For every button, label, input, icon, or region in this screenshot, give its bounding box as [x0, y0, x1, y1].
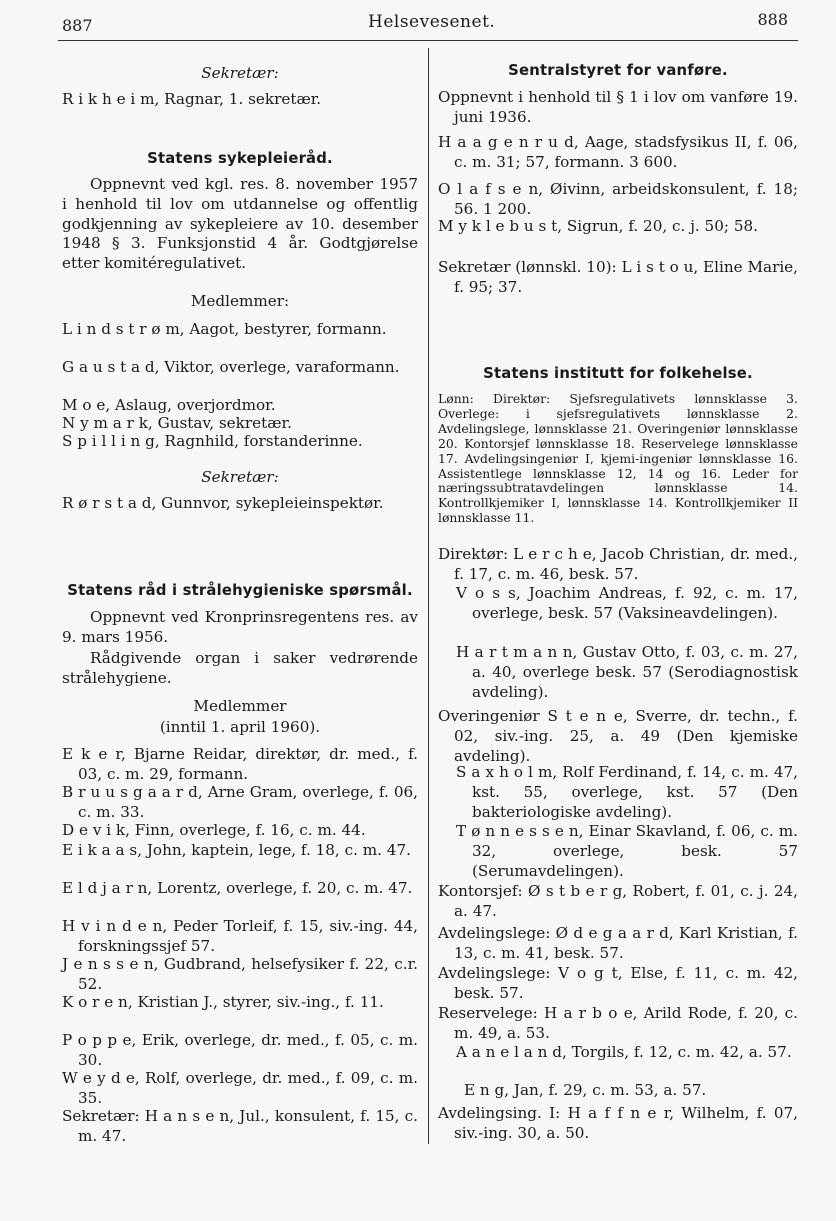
member-entry: M o e, Aslaug, overjordmor.	[62, 396, 276, 414]
straale-members-sub: (inntil 1. april 1960).	[159, 718, 321, 736]
staff-entry: Avdelingsing. I: H a f f n e r, Wilhelm, f. 07, siv.-ing. 30, a. 50.	[438, 1104, 798, 1142]
secretary-line: R i k h e i m, Ragnar, 1. sekretær.	[62, 90, 322, 108]
sykepleierad-title: Statens sykepleieråd.	[147, 150, 333, 167]
staff-entry: Reservelege: H a r b o e, Arild Rode, f. 20, c. m. 49, a. 53.	[438, 1004, 798, 1042]
straale-members-label: Medlemmer	[193, 697, 287, 715]
member-entry: E i k a a s, John, kaptein, lege, f. 18, c. m. 47.	[62, 841, 411, 859]
sykepleierad-secretary-label: Sekretær:	[201, 468, 279, 486]
member-entry: P o p p e, Erik, overlege, dr. med., f. 05, c. m. 30.	[62, 1031, 418, 1069]
sykepleierad-intro: Oppnevnt ved kgl. res. 8. november 1957 i henhold til lov om utdannelse og offentlig godkjenning av sykepleiere av 10. desember 1948 § 3. Funksjonstid 4 år. Godtgjørelse etter komitéregulativet.	[62, 175, 418, 273]
member-entry: H a a g e n r u d, Aage, stadsfysikus II, f. 06, c. m. 31; 57, formann. 3 600.	[438, 133, 798, 171]
vanfore-intro: Oppnevnt i henhold til § 1 i lov om vanføre 19. juni 1936.	[438, 88, 798, 126]
staff-entry: Overingeniør S t e n e, Sverre, dr. techn., f. 02, siv.-ing. 25, a. 49 (Den kjemiske avdeling).	[438, 707, 798, 765]
secretary-label: Sekretær:	[201, 64, 279, 82]
member-entry: G a u s t a d, Viktor, overlege, varaformann.	[62, 358, 400, 376]
member-entry: S p i l l i n g, Ragnhild, forstanderinne.	[62, 432, 363, 450]
staff-entry: E n g, Jan, f. 29, c. m. 53, a. 57.	[464, 1081, 707, 1099]
running-title: Helsevesenet.	[368, 12, 496, 32]
member-entry: K o r e n, Kristian J., styrer, siv.-ing., f. 11.	[62, 993, 384, 1011]
staff-entry: Avdelingslege: V o g t, Else, f. 11, c. m. 42, besk. 57.	[438, 964, 798, 1002]
staff-entry: Direktør: L e r c h e, Jacob Christian, dr. med., f. 17, c. m. 46, besk. 57.	[438, 545, 798, 583]
straale-intro-2: Rådgivende organ i saker vedrørende strålehygiene.	[62, 649, 418, 687]
member-entry: B r u u s g a a r d, Arne Gram, overlege, f. 06, c. m. 33.	[62, 783, 418, 821]
straale-intro-1: Oppnevnt ved Kronprinsregentens res. av 9. mars 1956.	[62, 608, 418, 646]
member-entry: J e n s s e n, Gudbrand, helsefysiker f. 22, c.r. 52.	[62, 955, 418, 993]
member-entry: D e v i k, Finn, overlege, f. 16, c. m. 44.	[62, 821, 366, 839]
member-entry: N y m a r k, Gustav, sekretær.	[62, 414, 292, 432]
member-entry: E k e r, Bjarne Reidar, direktør, dr. med., f. 03, c. m. 29, formann.	[62, 745, 418, 783]
staff-entry: S a x h o l m, Rolf Ferdinand, f. 14, c. m. 47, kst. 55, overlege, kst. 57 (Den bakteriologiske avdeling).	[456, 763, 798, 821]
sykepleierad-secretary-line: R ø r s t a d, Gunnvor, sykepleieinspektør.	[62, 494, 384, 512]
column-divider	[428, 48, 429, 1144]
staff-entry: Kontorsjef: Ø s t b e r g, Robert, f. 01, c. j. 24, a. 47.	[438, 882, 798, 920]
page-number-left: 887	[62, 16, 93, 35]
staff-entry: Avdelingslege: Ø d e g a a r d, Karl Kristian, f. 13, c. m. 41, besk. 57.	[438, 924, 798, 962]
folkehelse-title: Statens institutt for folkehelse.	[483, 365, 753, 382]
member-entry: M y k l e b u s t, Sigrun, f. 20, c. j. 50; 58.	[438, 217, 758, 235]
staff-entry: H a r t m a n n, Gustav Otto, f. 03, c. m. 27, a. 40, overlege besk. 57 (Serodiagnostisk avdeling).	[456, 643, 798, 701]
member-entry: L i n d s t r ø m, Aagot, bestyrer, formann.	[62, 320, 387, 338]
header-rule	[58, 40, 798, 41]
folkehelse-salary-note: Lønn: Direktør: Sjefsregulativets lønnsklasse 3. Overlege: i sjefsregulativets lønnsklasse 2. Avdelingslege, lønnsklasse 21. Overingeniør lønnsklasse 20. Kontorsjef lønnsklasse 18. Reservelege lønnsklasse 17. Avdelingsingeniør I, kjemi-ingeniør lønnsklasse 16. Assistentlege lønnsklasse 12, 14 og 16. Leder for næringssubtratavdelingen lønnsklasse 14. Kontrollkjemiker I, lønnsklasse 14. Kontrollkjemiker II lønnsklasse 11.	[438, 391, 798, 526]
vanfore-secretary: Sekretær (lønnskl. 10): L i s t o u, Eline Marie, f. 95; 37.	[438, 258, 798, 296]
staff-entry: T ø n n e s s e n, Einar Skavland, f. 06, c. m. 32, overlege, besk. 57 (Serumavdelingen).	[456, 822, 798, 880]
sykepleierad-members-label: Medlemmer:	[190, 292, 290, 310]
straale-secretary: Sekretær: H a n s e n, Jul., konsulent, f. 15, c. m. 47.	[62, 1107, 418, 1145]
member-entry: H v i n d e n, Peder Torleif, f. 15, siv.-ing. 44, forskningssjef 57.	[62, 917, 418, 955]
page-number-right: 888	[757, 10, 788, 29]
staff-entry: V o s s, Joachim Andreas, f. 92, c. m. 17, overlege, besk. 57 (Vaksineavdelingen).	[456, 584, 798, 622]
member-entry: E l d j a r n, Lorentz, overlege, f. 20, c. m. 47.	[62, 879, 413, 897]
member-entry: W e y d e, Rolf, overlege, dr. med., f. 09, c. m. 35.	[62, 1069, 418, 1107]
member-entry: O l a f s e n, Øivinn, arbeidskonsulent, f. 18; 56. 1 200.	[438, 180, 798, 218]
straale-title: Statens råd i strålehygieniske spørsmål.	[67, 582, 413, 599]
vanfore-title: Sentralstyret for vanføre.	[508, 62, 728, 79]
staff-entry: A a n e l a n d, Torgils, f. 12, c. m. 42, a. 57.	[456, 1043, 792, 1061]
page-header	[0, 0, 836, 44]
